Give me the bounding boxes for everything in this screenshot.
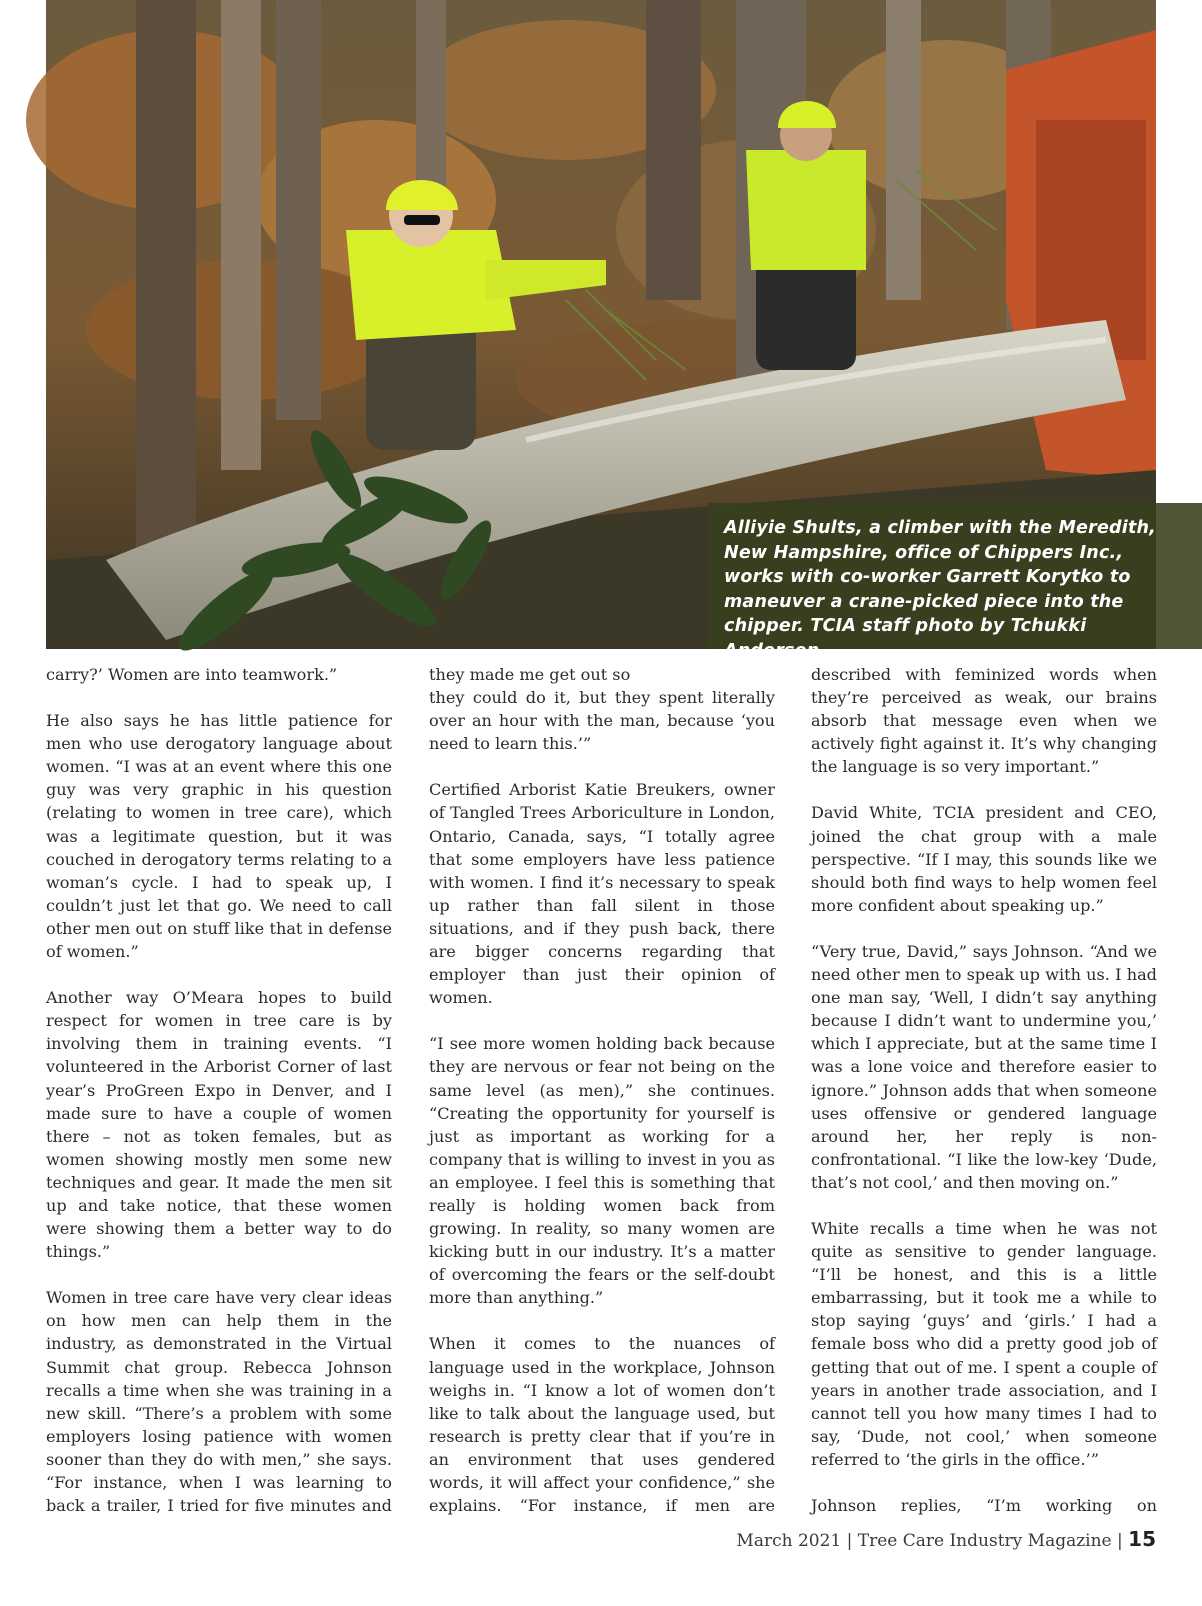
paragraph: Another way O’Meara hopes to build respect for women in tree care is by involving them in training events. “I volunteered in the Arborist Corner of last year’s ProGreen Expo in Denver, and I made sure to have a couple of women there – not as token females, but as women showing mostly men some new techniques and gear. It made the men sit up and take notice, that these women were showing them a better way to do things.” — [46, 988, 392, 1262]
column-2 — [429, 663, 775, 1517]
article-photo — [46, 0, 1157, 661]
paragraph: they could do it, but they spent literally over an hour with the man, because ‘you need to learn this.’” — [429, 688, 775, 754]
column-1 — [46, 663, 392, 1517]
paragraph: Certified Arborist Katie Breukers, owner of Tangled Trees Arboriculture in London, Ontario, Canada, says, “I totally agree that some employers have less patience with women. I find it’s necessary to speak up rather than fall silent in those situations, and if they push back, there are bigger concerns regarding that employer than just their opinion of women. — [429, 780, 775, 1008]
paragraph: “I see more women holding back because they are nervous or fear not being on the same level (as men),” she continues. “Creating the opportunity for yourself is just as important as working for a company that is willing to invest in you as an employee. I feel this is something that really is holding women back from growing. In reality, so many women are kicking butt in our industry. It’s a matter of overcoming the fears or the self-doubt more than anything.” — [429, 1034, 775, 1308]
paragraph: When it comes to the nuances of language used in the workplace, Johnson weighs in. “I know a lot of women don’t like to talk about the language used, but research is pretty clear that if you’re in an environment that uses gendered words, it will affect your confidence,” she explains. “For instance, if men are — [429, 1334, 775, 1516]
paragraph: White recalls a time when he was not quite as sensitive to gender language. “I’ll be honest, and this is a little embarrassing, but it took me a while to stop saying ‘guys’ and ‘girls.’ I had a female boss who did a pretty good job of getting that out of me. I spent a couple of years in another trade association, and I cannot tell you how many times I had to say, ‘Dude, not cool,’ when someone referred to ‘the girls in the office.’” — [811, 1218, 1157, 1469]
page-footer — [736, 1527, 1156, 1551]
paragraph: David White, TCIA president and CEO, joined the chat group with a male perspective. “If I may, this sounds like we should both find ways to help women feel more confident about speaking up.” — [811, 803, 1157, 915]
issue-label: March 2021 | Tree Care Industry Magazine | — [736, 1531, 1123, 1551]
photo-caption-text: Alliyie Shults, a climber with the Meredith, New Hampshire, office of Chippers Inc., works with co-worker Garrett Korytko to maneuver a crane-picked piece into the chipper. TCIA staff photo by Tchukki Andersen. — [724, 518, 1157, 661]
paragraph: Johnson replies, “I’m working on — [811, 1496, 1157, 1515]
column-3 — [811, 663, 1157, 1517]
paragraph: He also says he has little patience for men who use derogatory language about women. “I was at an event where this one guy was very graphic in his question (relating to women in tree care), which was a legitimate question, but it was couched in derogatory terms relating to a woman’s cycle. I had to speak up, I couldn’t just let that go. We need to call other men out on stuff like that in defense of women.” — [46, 711, 392, 962]
paragraph: they made me get out so — [429, 665, 631, 684]
page-number: 15 — [1128, 1527, 1156, 1551]
paragraph: carry?’ Women are into teamwork.” — [46, 665, 338, 684]
article-body — [46, 663, 1156, 1523]
photo-caption — [708, 503, 1202, 661]
paragraph: “Very true, David,” says Johnson. “And we need other men to speak up with us. I had one man say, ‘Well, I didn’t say anything because I didn’t want to undermine you,’ which I appreciate, but at the same time I was a lone voice and therefore easier to ignore.” Johnson adds that when someone uses offensive or gendered language around her, her reply is non-confrontational. “I like the low-key ‘Dude, that’s not cool,’ and then moving on.” — [811, 941, 1157, 1192]
paragraph: Women in tree care have very clear ideas on how men can help them in the industry, as demonstrated in the Virtual Summit chat group. Rebecca Johnson recalls a time when she was training in a new skill. “There’s a problem with some employers losing patience with women sooner than they do with men,” she says. “For instance, when I was learning to back a trailer, I tried for five minutes and — [46, 1288, 392, 1516]
paragraph: described with feminized words when they’re perceived as weak, our brains absorb that message even when we actively fight against it. It’s why changing the language is so very important.” — [811, 665, 1157, 777]
